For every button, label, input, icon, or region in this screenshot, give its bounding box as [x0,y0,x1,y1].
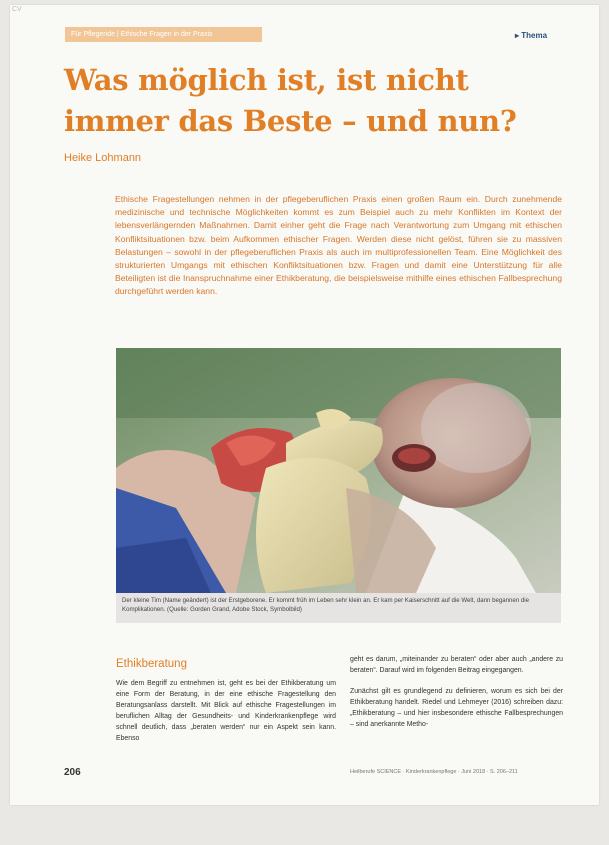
title-line-2: immer das Beste – und nun? [64,104,517,138]
column-2-paragraph-1: geht es darum, „miteinander zu beraten“ oder aber auch „andere zu beraten“. Darauf wird im folgenden Beitrag eingegangen. [350,656,563,674]
lead-paragraph: Ethische Fragestellungen nehmen in der pflegeberuflichen Praxis einen großen Raum ein. Durch zunehmende medizinische und technische Möglichkeiten kommt es zum Beispiel auch zu mehr Konflikten im Kontext der lebensverlängernden Maßnahmen. Damit einher geht die Frage nach Verantwortung zum Umgang mit ethischen Konfliktsituationen bzw. beim Aufkommen ethischer Fragen. Werden diese nicht gelöst, führen sie zu massiven Belastungen – sowohl in der pflegeberuflichen Praxis als auch im multiprofessionellen Team. Eine Möglichkeit des strukturierten Umgangs mit ethischen Konfliktsituationen bzw. Fragen und damit eine Unterstützung für alle Beteiligten ist die Inanspruchnahme einer Ethikberatung, die beispielsweise mithilfe eines ethischen Fallbesprechung durchgeführt werden kann. [115,194,562,297]
section-heading: Ethikberatung [116,658,187,670]
journal-footer: Heilberufe SCIENCE · Kinderkrankenpflege · Juni 2018 · S. 206–211 [350,769,518,775]
body-column-2 [350,654,563,740]
author: Heike Lohmann [64,152,142,164]
section-label [515,31,547,40]
corner-mark: CV [12,6,22,13]
title-line-1: Was möglich ist, ist nicht [64,63,469,97]
magazine-page [10,5,599,805]
column-2-paragraph-2: Zunächst gilt es grundlegend zu definieren, worum es sich bei der Ethikberatung handelt. Riedel und Lehmeyer (2016) schreiben dazu: „Ethikberatung – und hier insbesondere ethische Fallbesprechungen – sind anerkannte Metho- [350,688,563,728]
caption-text: Der kleine Tim (Name geändert) ist der Erstgeborene. Er kommt früh im Leben sehr klein an. Er kam per Kaiserschnitt auf die Welt, dann begannen die Komplikationen. (Quelle: Gorden Grand, Adobe Stock, Symbolbild) [122,597,530,613]
rubric-bar [65,27,262,42]
body-column-1: Wie dem Begriff zu entnehmen ist, geht es bei der Ethikberatung um eine Form der Beratung, in der eine ethische Fragestellung den Beratungsanlass darstellt. Mit Blick auf ethische Fragestellungen im beruflichen Alltag der Gesundheits- und Kinderkrankenpflege wird schnell deutlich, dass „beraten werden“ nur ein Aspekt sein kann. Ebenso [116,680,336,742]
photo-caption [116,593,561,623]
newborn-photo [116,348,561,593]
page-number: 206 [64,767,81,778]
section-arrow-icon: ▸ [515,31,520,40]
rubric-label: Für Pflegende | Ethische Fragen in der Praxis [71,31,213,38]
section-name: Thema [521,31,548,40]
article-title [64,60,564,142]
